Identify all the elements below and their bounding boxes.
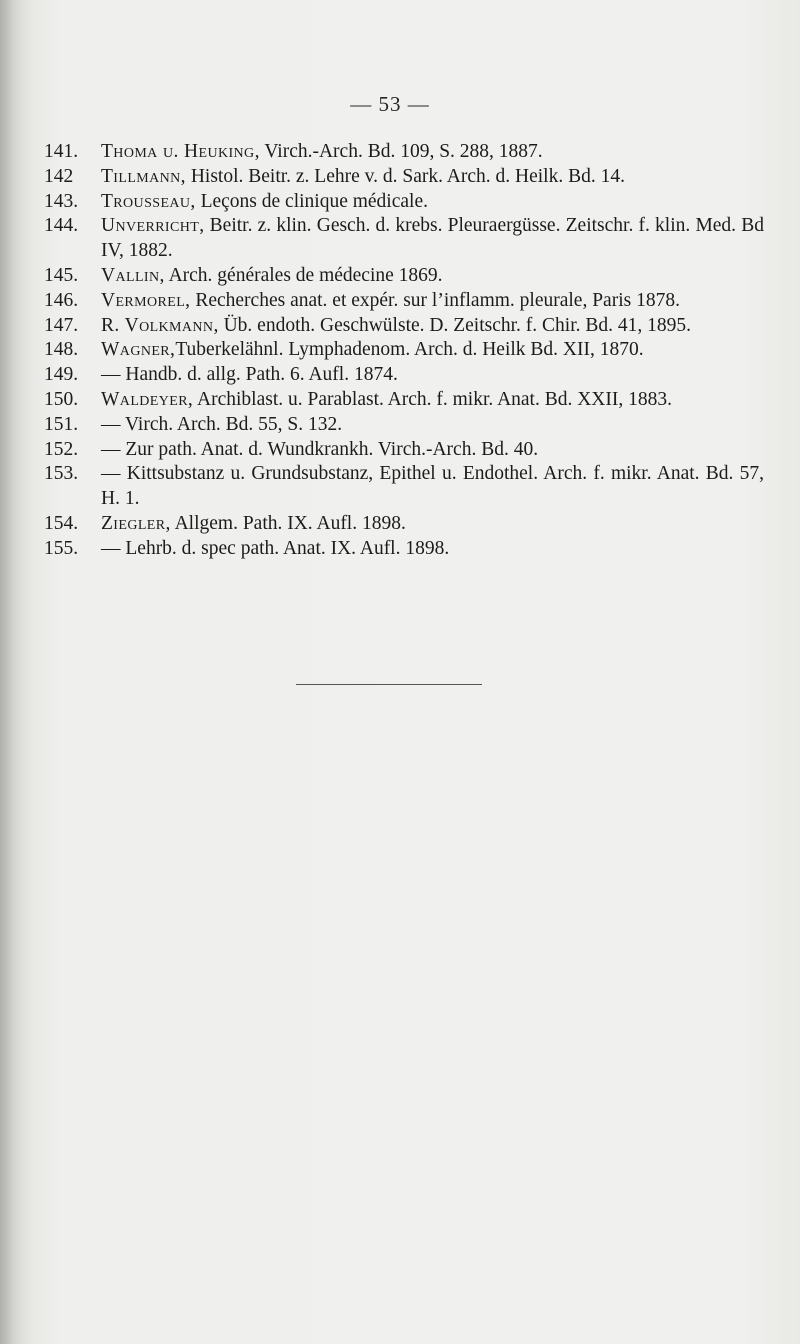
reference-entry [44,338,764,363]
reference-number: 154. [44,512,79,534]
reference-number: 153. [44,463,79,485]
reference-entry [44,462,764,512]
reference-text: — Kittsubstanz u. Grundsubstanz, Epithel u. Endothel. Arch. f. mikr. Anat. Bd. 57, H. 1. [101,463,764,510]
reference-list [44,140,764,562]
reference-text: Arch. générales de médecine 1869. [168,264,443,286]
reference-entry [44,264,764,289]
reference-entry [44,413,764,438]
reference-number: 141. [44,141,79,162]
reference-text: Archiblast. u. Parablast. Arch. f. mikr. Anat. Bd. XXII, 1883. [197,388,673,410]
reference-text: Recherches anat. et expér. sur l’inflamm. pleurale, Paris 1878. [195,289,680,311]
reference-author: Trousseau, [101,190,196,212]
reference-text: Histol. Beitr. z. Lehre v. d. Sark. Arch. d. Heilk. Bd. 14. [190,165,625,187]
reference-text: — Zur path. Anat. d. Wundkrankh. Virch.-Arch. Bd. 40. [101,438,539,460]
reference-entry [44,438,764,463]
reference-number: 151. [44,413,79,435]
binding-shadow [0,0,34,1344]
page-number: — 53 — [350,92,430,116]
reference-number: 149. [44,364,79,386]
reference-number: 152. [44,438,79,460]
reference-entry [44,214,764,264]
reference-number: 148. [44,339,79,361]
reference-text: Tuberkelähnl. Lymphadenom. Arch. d. Heilk Bd. XII, 1870. [175,339,644,361]
reference-text: — Lehrb. d. spec path. Anat. IX. Aufl. 1898. [101,537,450,559]
reference-entry [44,537,764,562]
reference-entry [44,388,764,413]
reference-text: Leçons de clinique médicale. [200,190,428,212]
reference-number: 142 [44,165,74,187]
reference-number: 155. [44,537,79,559]
reference-author: Waldeyer, [101,388,194,410]
reference-text: — Virch. Arch. Bd. 55, S. 132. [101,413,343,435]
reference-entry [44,512,764,537]
reference-text: — Handb. d. allg. Path. 6. Aufl. 1874. [101,364,398,386]
reference-number: 144. [44,215,79,237]
reference-number: 145. [44,264,79,286]
reference-number: 147. [44,314,79,336]
end-rule-divider [296,684,482,685]
reference-author: R. Volkmann, [101,314,219,336]
reference-author: Unverricht, [101,215,205,237]
reference-text: Allgem. Path. IX. Aufl. 1898. [174,512,406,534]
reference-entry [44,314,764,339]
reference-author: Vermorel, [101,289,191,311]
reference-entry [44,140,764,165]
reference-entry [44,165,764,190]
reference-number: 146. [44,289,79,311]
reference-text: Üb. endoth. Geschwülste. D. Zeitschr. f. Chir. Bd. 41, 1895. [223,314,692,336]
reference-author: Thoma u. Heuking, [101,141,260,162]
reference-author: Wagner, [101,339,176,361]
reference-number: 143. [44,190,79,212]
reference-author: Tillmann, [101,165,186,187]
reference-entry [44,289,764,314]
reference-text: Virch.-Arch. Bd. 109, S. 288, 1887. [264,141,543,162]
reference-text: Beitr. z. klin. Gesch. d. krebs. Pleuraergüsse. Zeitschr. f. klin. Med. Bd IV, 1882. [101,215,764,262]
reference-entry [44,363,764,388]
reference-author: Vallin, [101,264,165,286]
reference-entry [44,190,764,215]
reference-author: Ziegler, [101,512,171,534]
reference-number: 150. [44,388,79,410]
